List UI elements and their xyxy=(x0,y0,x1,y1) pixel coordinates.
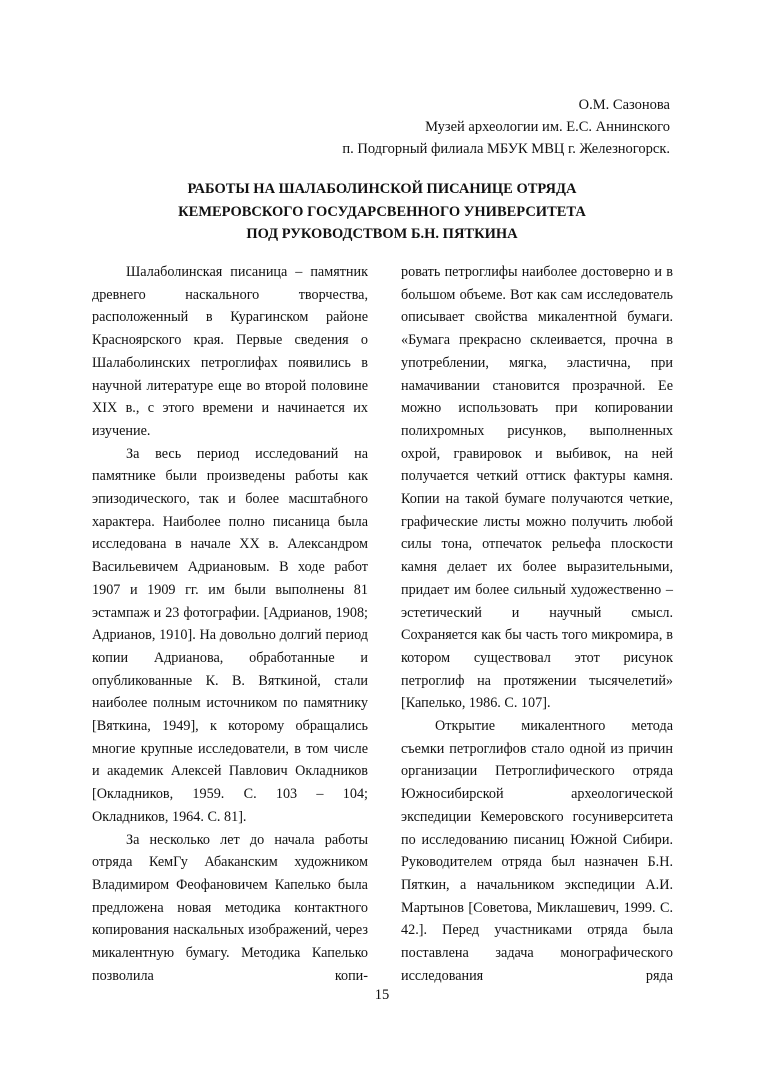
author-block xyxy=(342,94,670,160)
page-number: 15 xyxy=(374,987,390,1003)
author-affiliation-museum: Музей археологии им. Е.С. Аннинского xyxy=(425,119,670,135)
left-paragraph-2: За весь период исследований на памятнике были произведены работы как эпизодического, так и более масштабного характера. Наиболее полно писаница была исследована в начале XX в. Александром Васильевичем Адриановым. В ходе работ 1907 и 1909 гг. им были выполнены 81 эстампаж и 23 фотографии. [Адрианов, 1908; Адрианов, 1910]. На довольно долгий период копии Адрианова, обработанные и опубликованные К. В. Вяткиной, стали наиболее полным источником по памятнику [Вяткина, 1949], к которому обращались многие крупные исследователи, в том числе и академик Алексей Павлович Окладников [Окладников, 1959. С. 103 – 104; Окладников, 1964. С. 81]. xyxy=(92,445,368,825)
left-text-column xyxy=(92,261,368,988)
right-paragraph-2: Открытие микалентного метода съемки петроглифов стало одной из причин организации Петроглифического отряда Южносибирской археологической экспедиции Кемеровского госуниверситета по исследованию писаниц Южной Сибири. Руководителем отряда был назначен Б.Н. Пяткин, а начальником экспедиции А.И. Мартынов [Советова, Миклашевич, 1999. С. 42.]. Перед участниками отряда была поставлена задача монографического исследования ряда xyxy=(401,718,673,984)
title-line-3: ПОД РУКОВОДСТВОМ Б.Н. ПЯТКИНА xyxy=(246,226,518,242)
right-text-column xyxy=(401,261,673,988)
title-line-1: РАБОТЫ НА ШАЛАБОЛИНСКОЙ ПИСАНИЦЕ ОТРЯДА xyxy=(187,181,577,197)
title-line-2: КЕМЕРОВСКОГО ГОСУДАРСВЕННОГО УНИВЕРСИТЕТА xyxy=(178,203,586,220)
author-affiliation-branch: п. Подгорный филиала МБУК МВЦ г. Железногорск. xyxy=(342,141,670,157)
author-name: О.М. Сазонова xyxy=(578,97,670,113)
right-paragraph-1: ровать петроглифы наиболее достоверно и в большом объеме. Вот как сам исследователь описывает свойства микалентной бумаги. «Бумага прекрасно склеивается, прочна в употреблении, мягка, эластична, при намачивании становится прозрачной. Ее можно использовать при копировании полихромных рисунков, выполненных охрой, гравировок и выбивок, на ней получается четкий оттиск фактуры камня. Копии на такой бумаге получаются четкие, графические листы можно получить любой силы тона, отпечаток рельефа плоскости камня делает их более выразительными, придает им более сильный художественно – эстетический и научный смысл. Сохраняется как бы часть того микромира, в котором существовал этот рисунок петроглиф на протяжении тысячелетий» [Капелько, 1986. С. 107]. xyxy=(401,264,673,712)
article-title xyxy=(0,178,764,246)
left-paragraph-1: Шалаболинская писаница – памятник древнего наскального творчества, расположенный в Курагинском районе Красноярского края. Первые сведения о Шалаболинских петроглифах появились в научной литературе еще во второй половине XIX в., с этого времени и начинается их изучение. xyxy=(92,264,368,439)
left-paragraph-3: За несколько лет до начала работы отряда КемГу Абаканским художником Владимиром Феофановичем Капелько была предложена новая методика контактного копирования наскальных изображений, через микалентную бумагу. Методика Капелько позволила копи- xyxy=(92,831,368,984)
